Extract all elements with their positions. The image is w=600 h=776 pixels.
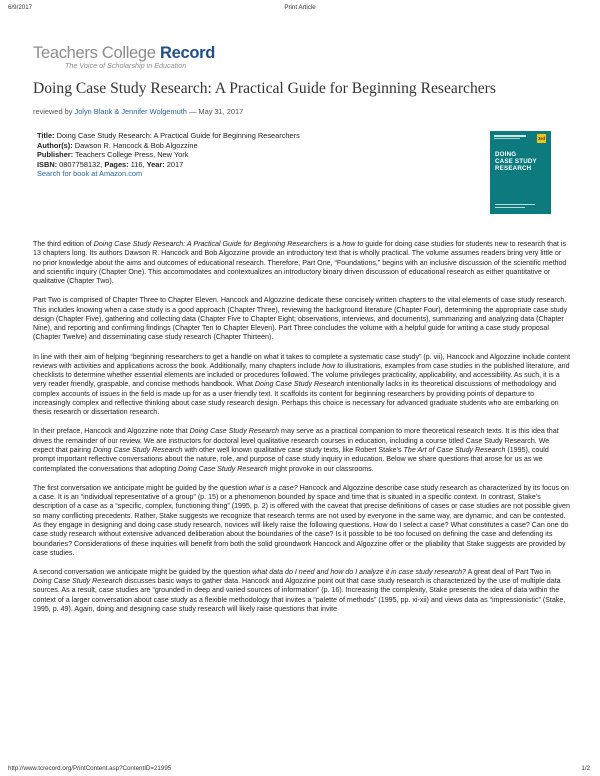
print-date: 6/9/2017 <box>8 4 33 11</box>
body-paragraph <box>33 427 571 473</box>
text-run: A second conversation we anticipate might be guided by the question <box>33 567 253 576</box>
year-value: 2017 <box>164 159 184 169</box>
text-run: may serve as a practical companion to more theoretical research texts. It is this idea that drives the remainder of our review. We are instructors for doctoral level qualitative research courses in education, including a course titled Case Study Research. We expect that pairing <box>33 427 559 455</box>
text-run: In line with their aim of helping “beginning researchers to get a handle on what it takes to complete a systematic case study” (p. vii), Hancock and Algozzine include content reviews with activities and applications across the book. Additionally, many chapters include <box>33 352 571 370</box>
cover-author-line <box>495 204 535 205</box>
body-paragraph <box>33 296 571 342</box>
italic-text-run: how to <box>322 361 344 370</box>
print-title: Print Article <box>284 4 316 11</box>
italic-text-run: Doing Case Study Research <box>33 577 123 586</box>
book-authors-row <box>37 141 300 151</box>
pages-value: 116, <box>128 159 147 169</box>
logo-wordmark <box>33 44 223 62</box>
text-run: A great deal of Part Two in <box>466 567 551 576</box>
cover-title-line: CASE STUDY <box>495 158 537 166</box>
book-isbn-row <box>37 160 300 170</box>
isbn-value: 0807758132, <box>57 159 105 169</box>
cover-header-bar <box>494 138 520 139</box>
body-paragraph <box>33 568 571 614</box>
reviewer-authors-link[interactable]: Jolyn Blank & Jennifer Wolgemuth <box>74 107 187 116</box>
text-run: Hancock and Algozzine describe case study research as characterized by its focus on a case. It is an “individual representative of a group” (p. 15) or a phenomenon bounded by space and time that is situated in a specific context. In contrast, Stake’s description of a case as a “specific, complex, functioning thing” (1995, p. 2) is offered with the caveat that precise definitions of cases or case studies are not possible given so many conflicting precedents. Rather, Stake suggests we recognize that research terms are not used by everyone in the same way, are dynamic, and can be contested. As they engage in designing and doing case study research, novices will likely raise the following questions. How do I select a case? What constitutes a case? Can one do case study research without extensive advanced deliberation about the boundaries of the case? Is it possible to be too focused on defining the case and defending its boundaries? Considerations of these inquiries will benefit from both the solid groundwork Hancock and Algozzine offer or the pliability that Stake suggests are provided by case studies. <box>33 483 570 557</box>
body-paragraph <box>33 484 571 558</box>
body-paragraph <box>33 353 571 418</box>
book-cover-image <box>490 131 551 214</box>
book-title-row <box>37 131 300 141</box>
book-title-value: Doing Case Study Research: A Practical Guide for Beginning Researchers <box>54 131 300 140</box>
pages-label: Pages: <box>104 159 129 169</box>
text-run: guide for doing case studies for students new to research that is 13 chapters long. Its authors Dawson R. Hancock and Bob Algozzine provide an introductory text that is wholly practical. The volume assumes readers bring very little or no prior knowledge about the aims and outcomes of educational research. Therefore, Part One, “Foundations,” begins with an inclusive discussion of the scientific method and scientific inquiry (Chapter One). This accommodates and contextualizes an introductory binary driven discussion of educational research as either quantitative or qualitative (Chapter Two). <box>33 240 567 286</box>
year-label: Year: <box>146 159 165 169</box>
cover-title-line: RESEARCH <box>495 165 532 173</box>
italic-text-run: Doing Case Study Research <box>92 446 183 455</box>
text-run: with other well known qualitative case study texts, like Robert Stake’s <box>182 446 404 455</box>
byline-date: — May 31, 2017 <box>186 107 244 116</box>
text-run: Part Two is comprised of Chapter Three to Chapter Eleven. Hancock and Algozzine dedicate these concisely written chapters to the vital elements of case study research. This includes knowing when a case study is a good approach (Chapter Three), reviewing the background literature (Chapter Four), determining the appropriate case study design (Chapter Five), gathering and collecting data (Chapter Five to Chapter Eight; observations, interviews, and documents), summarizing and analyzing data (Chapter Nine), and reporting and confirming findings (Chapter Ten to Chapter Eleven). Part Three concludes the volume with a helpful guide for writing a case study proposal (Chapter Twelve) and disseminating case study research (Chapter Thirteen). <box>33 296 568 342</box>
byline <box>33 107 243 116</box>
article-title: Doing Case Study Research: A Practical Guide for Beginning Researchers <box>33 80 496 97</box>
logo-text-regular: Teachers College <box>33 44 160 62</box>
book-authors-value: Dawson R. Hancock & Bob Algozzine <box>72 140 198 150</box>
logo-tagline: The Voice of Scholarship in Education <box>65 61 187 70</box>
italic-text-run: Doing Case Study Research <box>189 427 280 436</box>
cover-title-line: DOING <box>495 151 517 158</box>
body-paragraph <box>33 240 571 286</box>
text-run: might provoke in our classrooms. <box>267 464 374 473</box>
footer-url: http://www.tcrecord.org/PrintContent.asp?ContentID=21995 <box>8 765 172 772</box>
text-run: (1995), could prompt important reflective conversations about the nature, role, and purpose of case study inquiry in education. Below we share questions that arose for us as we contemplated the conversations that adopting <box>33 446 549 473</box>
cover-title <box>495 151 537 173</box>
amazon-search-link[interactable]: Search for book at Amazon.com <box>37 169 143 179</box>
text-run: In their preface, Hancock and Algozzine note that <box>33 427 190 436</box>
isbn-label: ISBN: <box>37 159 58 169</box>
book-info <box>37 131 300 179</box>
byline-prefix: reviewed by <box>33 107 75 116</box>
text-run: is a <box>327 240 343 248</box>
text-run: intentionally lacks in its theoretical discussions of methodology and complex accounts of issues in the field is made up for as a user friendly text. It scaffolds its content for beginning researchers by providing points of departure to increasingly complex and reflective thinking about case study research design. Perhaps this choice is necessary for advanced graduate students who are embarking on thesis research or dissertation research. <box>33 380 559 417</box>
book-publisher-label: Publisher: <box>37 150 74 160</box>
italic-text-run: what data do I need and how do I analyze it in case study research? <box>252 567 467 576</box>
italic-text-run: Doing Case Study Research <box>254 380 345 389</box>
text-run: discusses basic ways to gather data. Hancock and Algozzine point out that case study research is characterized by the use of multiple data sources. As a result, case studies are “grounded in deep and varied sources of information” (p. 16). Increasing the complexity, Stake presents the idea of data within the context of a larger conversation about case study as a flexible methodology that invites a “palette of methods” (1995, pp. xi-xii) and views data as “impressionistic” (Stake, 1995, p. 49). Again, doing and designing case study research will likely raise questions that invite <box>33 577 566 614</box>
teachers-college-record-logo[interactable] <box>33 44 223 74</box>
logo-text-bold: Record <box>159 44 216 62</box>
cover-author-line <box>495 207 525 208</box>
book-title-label: Title: <box>37 131 55 140</box>
italic-text-run: how to <box>342 240 364 248</box>
italic-text-run: Doing Case Study Research: A Practical Guide for Beginning Researchers <box>93 240 328 248</box>
cover-header-bar <box>494 135 526 137</box>
text-run: The first conversation we anticipate might be guided by the question <box>33 483 249 492</box>
footer-page-number: 1/2 <box>581 765 590 772</box>
italic-text-run: what is a case? <box>248 483 298 492</box>
italic-text-run: The Art of Case Study Research <box>403 446 506 455</box>
book-authors-label: Author(s): <box>37 140 73 150</box>
article-body <box>33 240 571 624</box>
text-run: The third edition of <box>33 240 94 248</box>
italic-text-run: Doing Case Study Research <box>178 464 268 473</box>
text-run: illustrations, examples from case studies in the published literature, and checklists to determine whether essential elements are included or procedures followed. The volume privileges practicality, applicability, and accessibility. As such, it is a very reader friendly, graspable, and concise methods handbook. What <box>33 361 570 389</box>
cover-edition-badge: 3rd <box>537 136 545 141</box>
book-publisher-value: Teachers College Press, New York <box>73 150 189 160</box>
book-publisher-row <box>37 150 300 160</box>
